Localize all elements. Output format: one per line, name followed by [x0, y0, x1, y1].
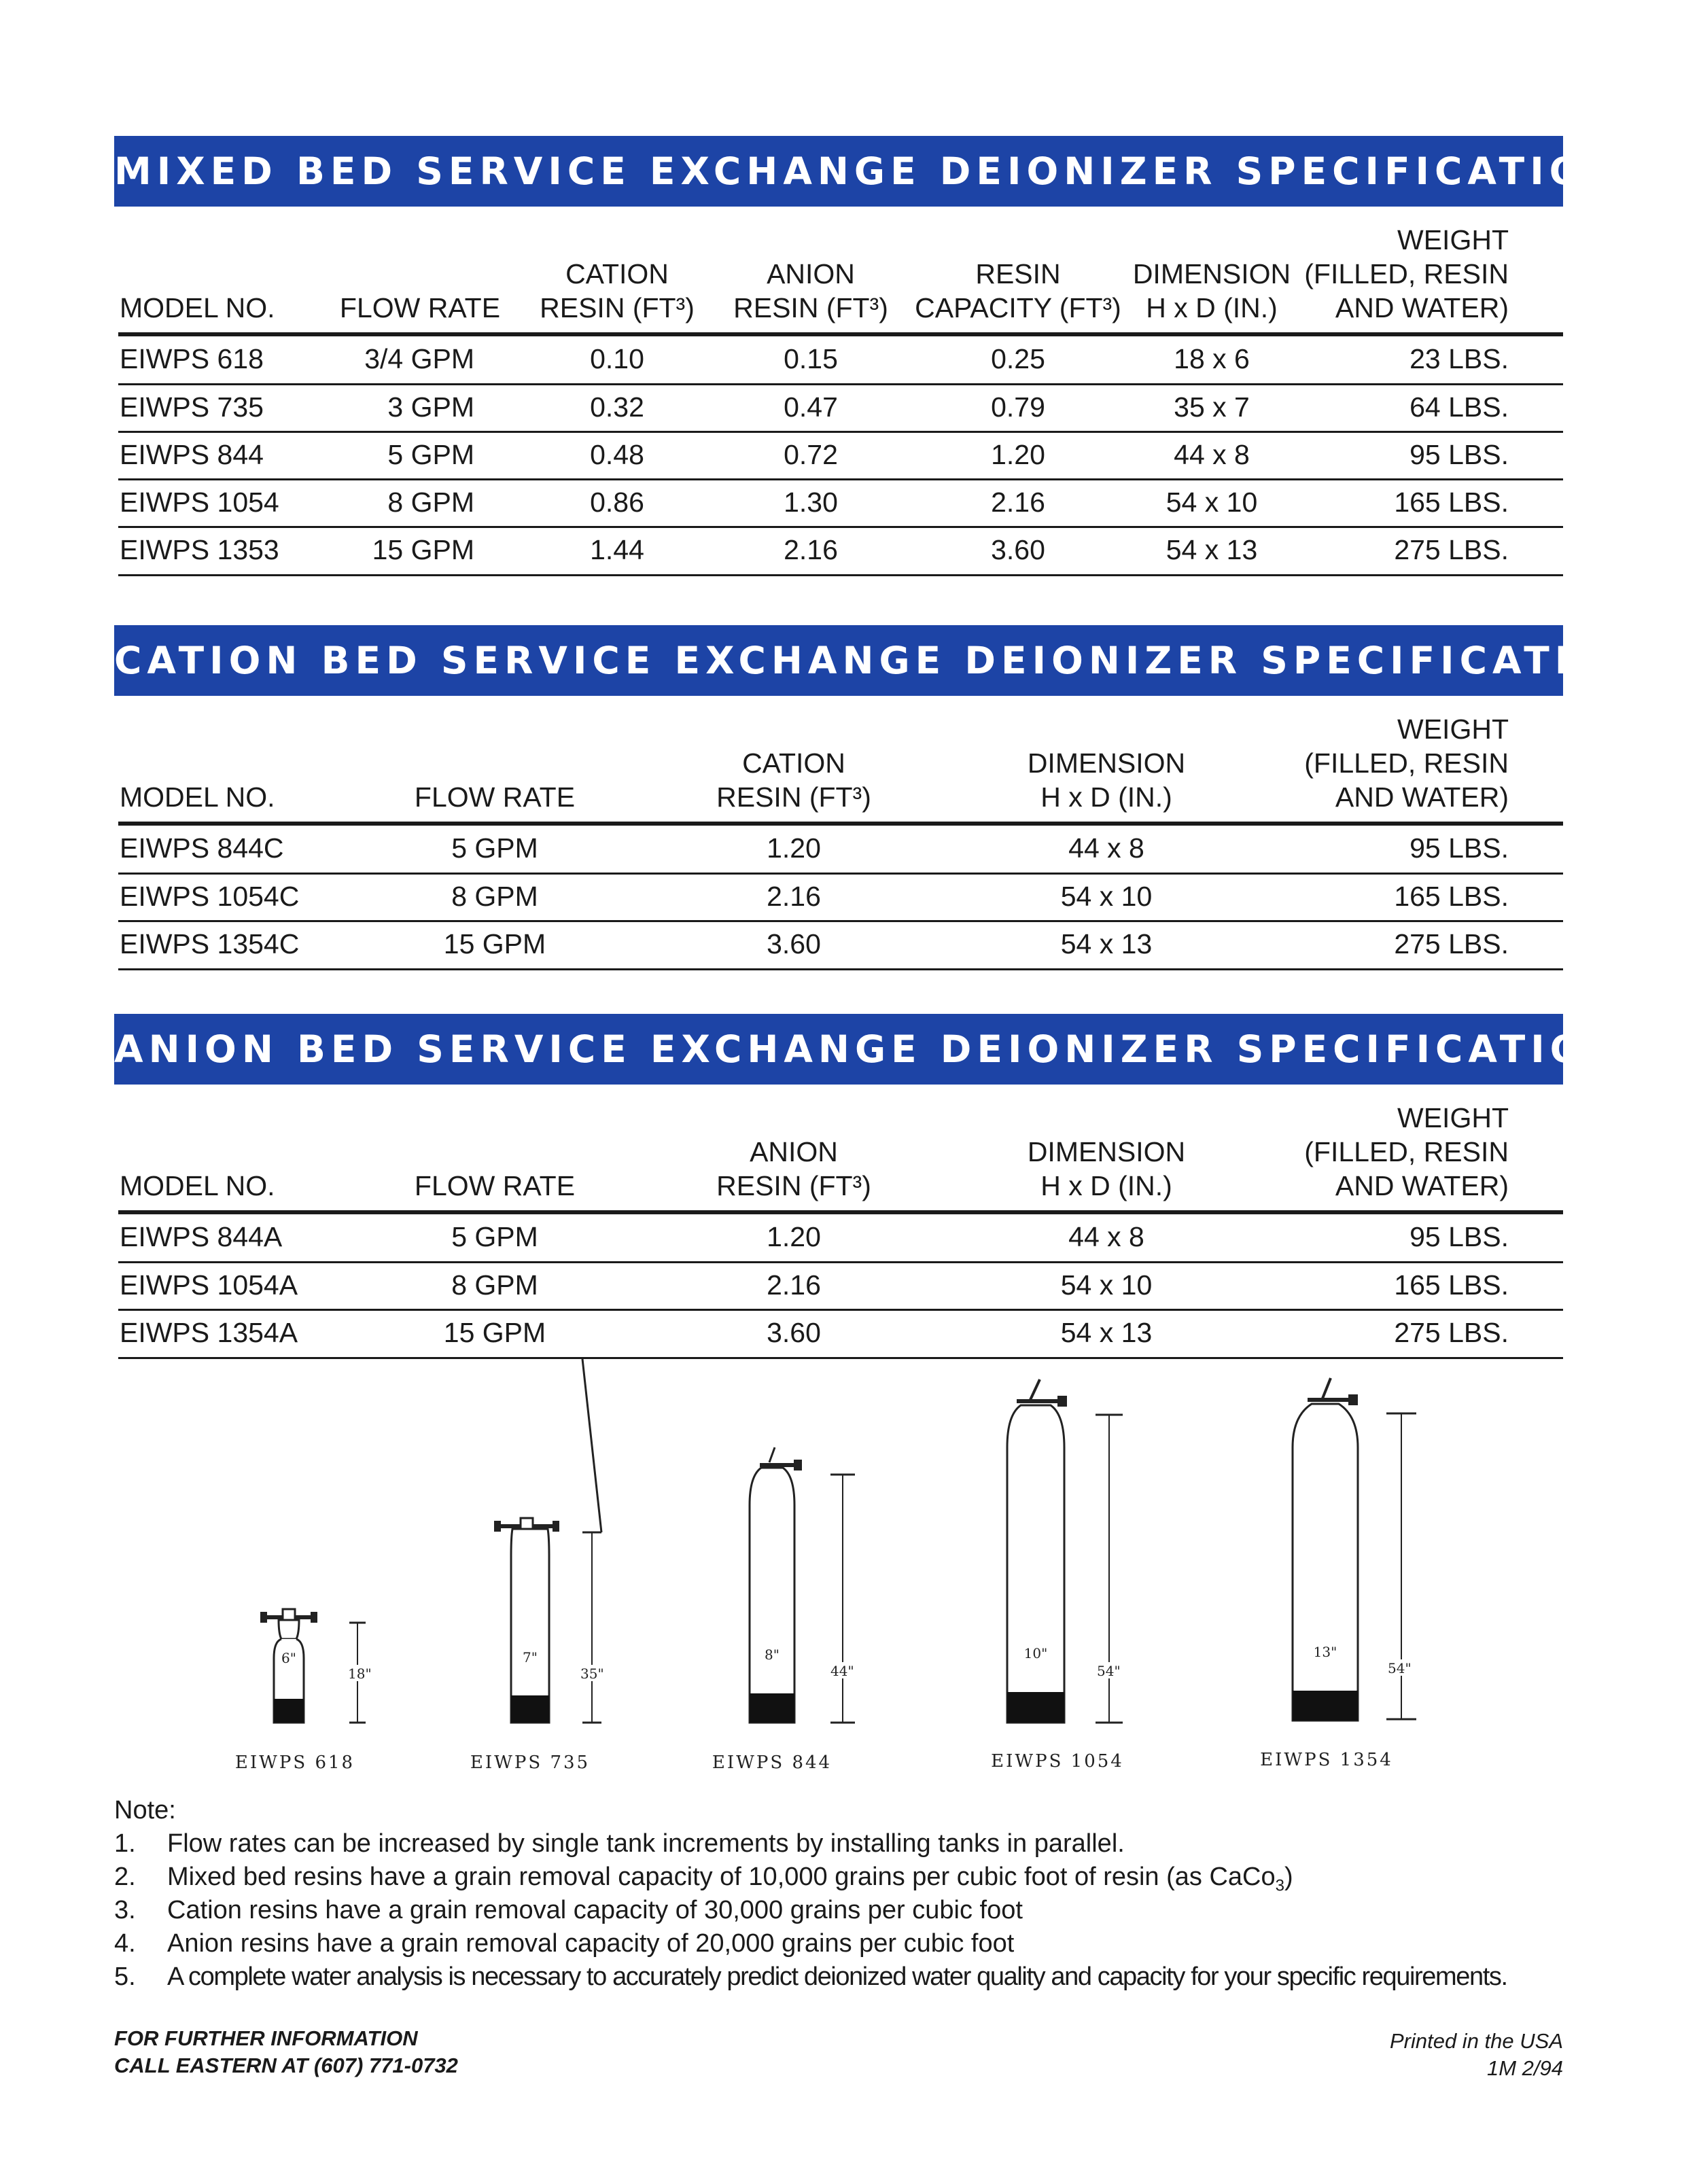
table-cell: 2.16	[767, 1269, 821, 1301]
row-rule	[118, 1261, 1563, 1263]
table-cell: EIWPS 1354C	[120, 928, 300, 959]
table-cell: 15 GPM	[443, 1317, 546, 1348]
table-cell: EIWPS 735	[120, 391, 264, 423]
header-model: MODEL NO.	[120, 292, 275, 323]
table-cell: EIWPS 1054A	[120, 1269, 298, 1301]
table-cell: 0.86	[590, 487, 644, 518]
table-cell: 0.47	[784, 391, 838, 423]
tank-label: EIWPS 1354	[1260, 1750, 1393, 1770]
row-rule	[118, 920, 1563, 922]
tank-diameter-label: 7"	[523, 1649, 538, 1666]
header-flow-rate: FLOW RATE	[339, 292, 501, 323]
header-model: MODEL NO.	[120, 781, 275, 813]
tank-eiwps-618	[235, 1609, 372, 1773]
table-cell: 35 x 7	[1174, 391, 1250, 423]
table-cell: 0.32	[590, 391, 644, 423]
tank-diameter-label: 8"	[765, 1646, 780, 1663]
table-cell: 15 GPM	[372, 534, 474, 565]
table-cell: 8 GPM	[451, 1269, 538, 1301]
header-rule	[118, 822, 1563, 826]
note-text: A complete water analysis is necessary to accurately predict deionized water quality and capacity for your specific requirements.	[167, 1962, 1507, 1991]
table-cell: 5 GPM	[387, 439, 474, 470]
table-cell: 64 LBS.	[1409, 391, 1509, 423]
table-cell: 3.60	[767, 928, 821, 959]
tank-diameter-label: 6"	[281, 1650, 296, 1666]
header-model: MODEL NO.	[120, 1170, 275, 1201]
header-dimension: DIMENSION H x D (IN.)	[1027, 1136, 1186, 1201]
table-cell: 0.15	[784, 343, 838, 374]
row-rule	[118, 526, 1563, 528]
note-number: 5.	[114, 1962, 136, 1991]
table-cell: 0.79	[991, 391, 1045, 423]
tank-height-label: 54"	[1388, 1660, 1412, 1676]
header-anion-resin: ANION RESIN (FT³)	[716, 1136, 871, 1201]
tank-height-label: 35"	[580, 1666, 604, 1682]
table-cell: 1.20	[991, 439, 1045, 470]
mixed-bed-title: MIXED BED SERVICE EXCHANGE DEIONIZER SPECIFICATIONS	[114, 136, 1563, 207]
row-rule	[118, 574, 1563, 576]
contact-info: FOR FURTHER INFORMATION CALL EASTERN AT (607) 771-0732	[114, 2026, 458, 2077]
tank-height-label: 44"	[830, 1663, 854, 1679]
table-cell: 165 LBS.	[1394, 1269, 1509, 1301]
table-cell: 54 x 13	[1166, 534, 1258, 565]
tank-eiwps-735	[470, 1359, 604, 1773]
tank-label: EIWPS 735	[470, 1753, 591, 1773]
note-item	[114, 1894, 1609, 1927]
header-flow-rate: FLOW RATE	[414, 1170, 576, 1201]
note-number: 4.	[114, 1929, 136, 1958]
header-cation-resin: CATION RESIN (FT³)	[716, 747, 871, 813]
header-weight: WEIGHT (FILLED, RESIN AND WATER)	[1304, 1102, 1509, 1201]
note-number: 3.	[114, 1896, 136, 1924]
table-cell: 275 LBS.	[1394, 928, 1509, 959]
tank-label: EIWPS 618	[234, 1753, 355, 1773]
tank-eiwps-844	[712, 1447, 855, 1773]
table-cell: 1.30	[784, 487, 838, 518]
note-text: Flow rates can be increased by single tank increments by installing tanks in parallel.	[167, 1829, 1125, 1858]
table-cell: 18 x 6	[1174, 343, 1250, 374]
table-cell: 54 x 10	[1060, 881, 1153, 912]
tank-label: EIWPS 1054	[991, 1751, 1124, 1772]
row-rule	[118, 431, 1563, 433]
table-cell: 0.72	[784, 439, 838, 470]
table-cell: 5 GPM	[451, 1221, 538, 1252]
row-rule	[118, 383, 1563, 385]
table-cell: EIWPS 844C	[120, 832, 284, 864]
row-rule	[118, 873, 1563, 875]
tank-diameter-label: 13"	[1313, 1644, 1337, 1660]
table-cell: EIWPS 1054C	[120, 881, 300, 912]
note-item	[114, 1960, 1609, 1994]
table-cell: 5 GPM	[451, 832, 538, 864]
table-cell: EIWPS 1354A	[120, 1317, 298, 1348]
table-cell: 1.20	[767, 832, 821, 864]
table-cell: 3.60	[767, 1317, 821, 1348]
table-cell: 1.44	[590, 534, 644, 565]
table-cell: 0.10	[590, 343, 644, 374]
table-cell: 8 GPM	[451, 881, 538, 912]
table-cell: 1.20	[767, 1221, 821, 1252]
header-weight: WEIGHT (FILLED, RESIN AND WATER)	[1304, 714, 1509, 813]
row-rule	[118, 1309, 1563, 1311]
table-cell: 95 LBS.	[1409, 439, 1509, 470]
cation-bed-title: CATION BED SERVICE EXCHANGE DEIONIZER SPECIFICATIONS	[114, 625, 1563, 696]
header-weight: WEIGHT (FILLED, RESIN AND WATER)	[1304, 224, 1509, 323]
table-cell: 2.16	[784, 534, 838, 565]
print-info: Printed in the USA 1M 2/94	[1389, 2029, 1563, 2080]
table-cell: 54 x 10	[1166, 487, 1258, 518]
table-cell: EIWPS 1054	[120, 487, 279, 518]
table-cell: 54 x 10	[1060, 1269, 1153, 1301]
table-cell: 275 LBS.	[1394, 534, 1509, 565]
header-resin-capacity: RESIN CAPACITY (FT³)	[915, 258, 1121, 323]
tank-height-label: 18"	[348, 1666, 372, 1682]
note-item	[114, 1827, 1609, 1861]
table-cell: 165 LBS.	[1394, 487, 1509, 518]
table-cell: 54 x 13	[1060, 1317, 1153, 1348]
table-cell: 3/4 GPM	[364, 343, 474, 374]
note-text: Mixed bed resins have a grain removal capacity of 10,000 grains per cubic foot of resin (as CaCo$_3$)	[167, 1863, 1293, 1895]
header-rule	[118, 332, 1563, 336]
table-cell: EIWPS 1353	[120, 534, 279, 565]
note-number: 1.	[114, 1829, 136, 1858]
tank-height-label: 54"	[1097, 1663, 1121, 1679]
table-cell: 95 LBS.	[1409, 832, 1509, 864]
table-cell: EIWPS 618	[120, 343, 264, 374]
header-dimension: DIMENSION H x D (IN.)	[1027, 747, 1186, 813]
tank-diameter-label: 10"	[1023, 1645, 1048, 1661]
table-cell: 23 LBS.	[1409, 343, 1509, 374]
table-cell: 54 x 13	[1060, 928, 1153, 959]
note-item	[114, 1927, 1609, 1960]
table-cell: EIWPS 844A	[120, 1221, 283, 1252]
table-cell: 2.16	[767, 881, 821, 912]
table-cell: 44 x 8	[1174, 439, 1250, 470]
notes-heading: Note:	[114, 1796, 176, 1825]
table-cell: 0.25	[991, 343, 1045, 374]
tank-eiwps-1354	[1260, 1378, 1416, 1770]
table-cell: 15 GPM	[443, 928, 546, 959]
header-anion-resin: ANION RESIN (FT³)	[733, 258, 888, 323]
table-cell: 8 GPM	[387, 487, 474, 518]
table-cell: 2.16	[991, 487, 1045, 518]
header-dimension: DIMENSION H x D (IN.)	[1132, 258, 1291, 323]
notes	[114, 1794, 1609, 1994]
row-rule	[118, 968, 1563, 970]
table-cell: 3 GPM	[387, 391, 474, 423]
note-text: Anion resins have a grain removal capacity of 20,000 grains per cubic foot	[167, 1929, 1015, 1958]
tank-illustrations	[0, 1359, 1699, 1794]
tank-eiwps-1054	[991, 1379, 1124, 1772]
header-cation-resin: CATION RESIN (FT³)	[540, 258, 695, 323]
header-flow-rate: FLOW RATE	[414, 781, 576, 813]
subscript: 3	[1275, 1876, 1284, 1895]
note-item	[114, 1861, 1609, 1894]
table-cell: 3.60	[991, 534, 1045, 565]
tank-label: EIWPS 844	[712, 1753, 833, 1773]
table-cell: EIWPS 844	[120, 439, 264, 470]
anion-bed-title: ANION BED SERVICE EXCHANGE DEIONIZER SPECIFICATIONS	[114, 1014, 1563, 1085]
table-cell: 275 LBS.	[1394, 1317, 1509, 1348]
table-cell: 0.48	[590, 439, 644, 470]
table-cell: 44 x 8	[1068, 1221, 1144, 1252]
row-rule	[118, 478, 1563, 480]
table-cell: 95 LBS.	[1409, 1221, 1509, 1252]
table-cell: 44 x 8	[1068, 832, 1144, 864]
header-rule	[118, 1210, 1563, 1214]
table-cell: 165 LBS.	[1394, 881, 1509, 912]
note-text: Cation resins have a grain removal capacity of 30,000 grains per cubic foot	[167, 1896, 1023, 1924]
note-number: 2.	[114, 1863, 136, 1891]
